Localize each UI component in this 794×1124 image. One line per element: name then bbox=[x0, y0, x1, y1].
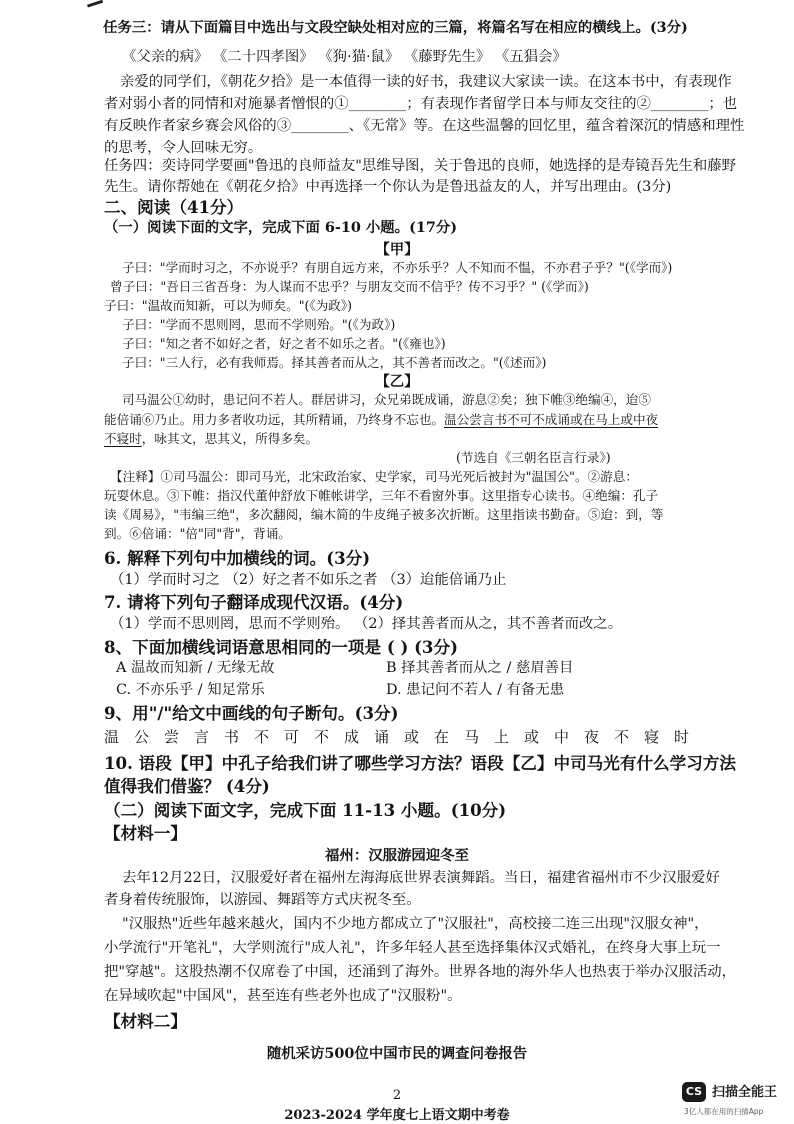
section2-title: 二、阅读（41分） bbox=[104, 197, 244, 217]
notes-line-2: 玩耍休息。③下帷：指汉代董仲舒放下帷帐讲学，三年不看窗外事。这里指专心读书。④绝编：孔子 bbox=[104, 488, 659, 503]
passage-jia-label: 【甲】 bbox=[375, 241, 419, 258]
question-10-line-2: 值得我们借鉴？ (4分) bbox=[104, 776, 270, 796]
passage-yi-line-3-text: ，咏其文，思其义，所得多矣。 bbox=[141, 431, 319, 446]
material-1-line-1: 去年12月22日，汉服爱好者在福州左海海底世界表演舞蹈。当日，福建省福州市不少汉服爱好 bbox=[122, 870, 720, 886]
question-8-option-d: D. 患记问不若人 / 有备无患 bbox=[386, 682, 565, 698]
notes-line-4: 到。⑥倍诵："倍"同"背"，背诵。 bbox=[104, 526, 291, 541]
passage-jia-line-4: 子曰："学而不思则罔，思而不学则殆。"(《为政》) bbox=[122, 317, 396, 332]
material-2-title: 随机采访500位中国市民的调查问卷报告 bbox=[266, 1045, 528, 1062]
question-6-items: （1）学而时习之 （2）好之者不如乐之者 （3）迨能倍诵乃止 bbox=[110, 572, 507, 588]
task4-line-2: 先生。请你帮她在《朝花夕拾》中再选择一个你认为是鲁迅益友的人，并写出理由。(3分) bbox=[104, 179, 672, 195]
question-7-items: （1）学而不思则罔，思而不学则殆。 （2）择其善者而从之，其不善者而改之。 bbox=[110, 616, 623, 632]
material-1-line-4: 小学流行"开笔礼"，大学则流行"成人礼"，许多年轻人甚至选择集体汉式婚礼，在终身大事上玩一 bbox=[104, 940, 721, 956]
passage-jia-line-5: 子曰："知之者不如好之者，好之者不如乐之者。"(《雍也》) bbox=[122, 336, 446, 351]
scan-mark bbox=[87, 0, 105, 13]
material-1-label: 【材料一】 bbox=[104, 823, 187, 843]
material-1-line-6: 在异域吹起"中国风"，甚至连有些老外也成了"汉服粉"。 bbox=[104, 988, 462, 1004]
task3-paragraph-line-3: 有反映作者家乡赛会风俗的③________、《无常》等。在这些温馨的回忆里，蕴含着深沉的情感和理性 bbox=[104, 118, 745, 134]
passage-yi-line-2 bbox=[104, 410, 658, 429]
passage-yi-label: 【乙】 bbox=[375, 373, 419, 390]
material-1-line-5: 把"穿越"。这股热潮不仅席卷了中国，还涌到了海外。世界各地的海外华人也热衷于举办汉服活动， bbox=[104, 964, 737, 980]
passage-jia-line-6: 子曰："三人行，必有我师焉。择其善者而从之，其不善者而改之。"(《述而》) bbox=[122, 355, 547, 370]
watermark-app-name: 扫描全能王 bbox=[712, 1085, 778, 1100]
page-number: 2 bbox=[392, 1088, 402, 1103]
task4-line-1: 任务四：奕诗同学要画"鲁迅的良师益友"思维导图，关于鲁迅的良师，她选择的是寿镜吾先生和藤野 bbox=[104, 158, 737, 174]
passage-yi-line-2-text: 能倍诵⑥乃止。用力多者收功远，其所精诵，乃终身不忘也。 bbox=[104, 412, 445, 427]
underlined-sentence-part-1: 温公尝言书不可不成诵或在马上或中夜 bbox=[444, 412, 659, 427]
question-8-option-c: C. 不亦乐乎 / 知足常乐 bbox=[116, 682, 265, 698]
passage-jia-line-2: 曾子曰："吾日三省吾身：为人谋而不忠乎？与朋友交而不信乎？传不习乎？" (《学而》) bbox=[110, 279, 589, 294]
notes-line-1: 【注释】①司马温公：即司马光，北宋政治家、史学家，司马光死后被封为"温国公"。②游息： bbox=[110, 469, 638, 484]
question-9: 9、用"/"给文中画线的句子断句。(3分) bbox=[104, 703, 399, 723]
exam-footer: 2023-2024 学年度七上语文期中考卷 bbox=[284, 1108, 510, 1123]
question-7: 7. 请将下列句子翻译成现代汉语。(4分) bbox=[104, 592, 404, 612]
part1-instruction: （一）阅读下面的文字，完成下面 6-10 小题。(17分) bbox=[104, 219, 458, 236]
question-8-option-a: A 温故而知新 / 无缘无故 bbox=[116, 660, 275, 676]
underlined-sentence-part-2: 不寝时 bbox=[104, 431, 142, 446]
task3-heading: 任务三：请从下面篇目中选出与文段空缺处相对应的三篇，将篇名写在相应的横线上。(3分) bbox=[103, 19, 688, 36]
material-1-line-3: "汉服热"近些年越来越火，国内不少地方都成立了"汉服社"，高校接二连三出现"汉服女神"， bbox=[122, 916, 709, 932]
material-1-title: 福州：汉服游园迎冬至 bbox=[325, 847, 469, 864]
material-1-line-2: 者身着传统服饰，以游园、舞蹈等方式庆祝冬至。 bbox=[104, 892, 421, 908]
passage-yi-line-3 bbox=[104, 429, 318, 448]
scanner-watermark bbox=[682, 1080, 792, 1120]
passage-yi-source: (节选自《三朝名臣言行录》) bbox=[456, 450, 611, 465]
notes-line-3: 读《周易》，"韦编三绝"，多次翻阅，编木简的牛皮绳子被多次折断。这里指读书勤奋。⑤迨：到，等 bbox=[104, 507, 664, 522]
material-2-label: 【材料二】 bbox=[104, 1011, 187, 1031]
passage-jia-line-1: 子曰："学而时习之，不亦说乎？有朋自远方来，不亦乐乎？人不知而不愠，不亦君子乎？"(《学而》) bbox=[122, 260, 673, 275]
question-8-option-b: B 择其善者而从之 / 慈眉善目 bbox=[386, 660, 574, 676]
task3-title-options: 《父亲的病》 《二十四孝图》 《狗·猫·鼠》 《藤野先生》 《五猖会》 bbox=[122, 49, 567, 65]
question-8: 8、下面加横线词语意思相同的一项是 ( ) (3分) bbox=[104, 637, 458, 657]
watermark-tagline: 3亿人都在用的扫描App bbox=[684, 1107, 764, 1116]
question-6: 6. 解释下列句中加横线的词。(3分) bbox=[104, 548, 371, 568]
task3-paragraph-line-1: 亲爱的同学们，《朝花夕拾》是一本值得一读的好书，我建议大家读一读。在这本书中，有表现作 bbox=[120, 74, 732, 90]
question-9-sentence: 温公尝言书不可不成诵或在马上或中夜不寝时 bbox=[104, 728, 705, 746]
camscanner-logo-icon: CS bbox=[682, 1082, 706, 1102]
part2-instruction: （二）阅读下面文字，完成下面 11-13 小题。(10分) bbox=[104, 800, 507, 820]
task3-paragraph-line-4: 的思考，令人回味无穷。 bbox=[104, 140, 263, 156]
task3-paragraph-line-2: 者对弱小者的同情和对施暴者憎恨的①________；有表现作者留学日本与师友交往的②________；也 bbox=[104, 96, 738, 112]
question-10-line-1: 10. 语段【甲】中孔子给我们讲了哪些学习方法？语段【乙】中司马光有什么学习方法 bbox=[104, 753, 737, 773]
passage-yi-line-1: 司马温公①幼时，患记问不若人。群居讲习，众兄弟既成诵，游息②矣；独下帷③绝编④，迨⑤ bbox=[122, 392, 651, 407]
passage-jia-line-3: 子曰："温故而知新，可以为师矣。"(《为政》) bbox=[104, 298, 353, 313]
